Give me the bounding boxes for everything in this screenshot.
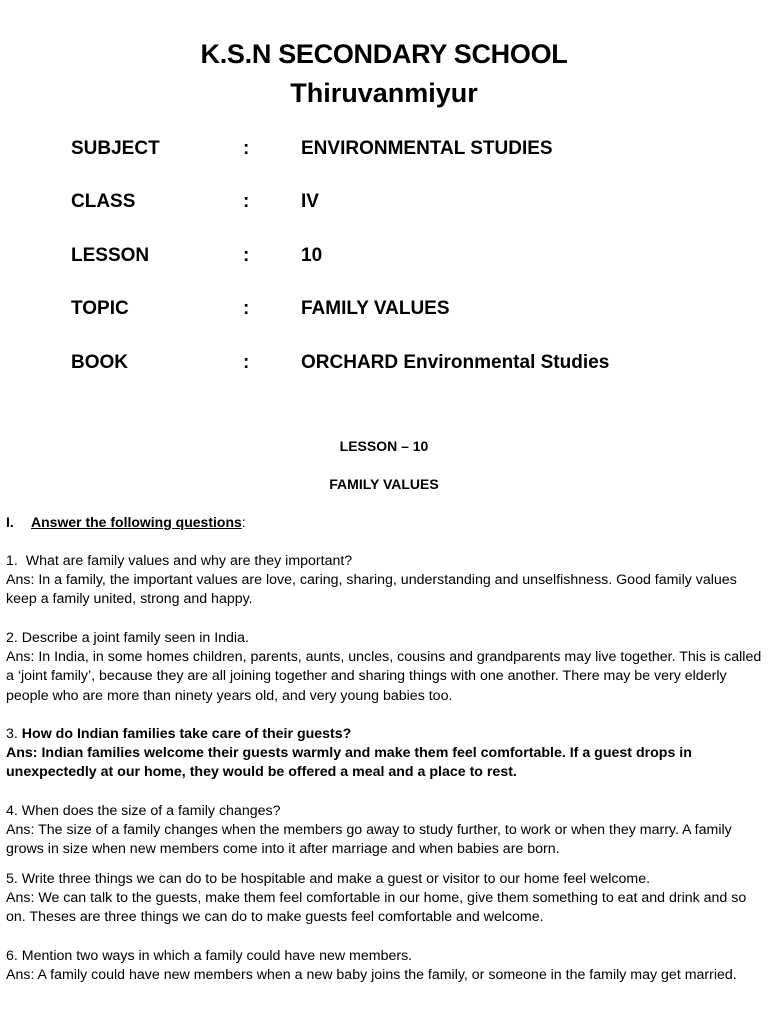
info-row-book: [0, 349, 768, 377]
question-text: When does the size of a family changes?: [21, 803, 281, 819]
info-separator: :: [243, 191, 250, 212]
question-text: How do Indian families take care of their guests?: [21, 726, 352, 742]
info-row-topic: [0, 295, 768, 323]
info-separator: :: [243, 352, 250, 373]
section-heading: [6, 513, 246, 532]
info-row-subject: [0, 135, 768, 163]
section-number: I.: [6, 514, 14, 530]
info-separator: :: [243, 138, 250, 159]
info-row-class: [0, 188, 768, 216]
question-block-4: [6, 802, 762, 860]
answer-text: Ans: In India, in some homes children, parents, aunts, uncles, cousins and grandparents may live together. This is called a ‘joint family’, because they are all joining together and sharing things with one another. There may be very elderly people who are more than ninety years old, and very young babies too.: [6, 649, 762, 704]
question-text: Write three things we can do to be hospitable and make a guest or visitor to our home feel welcome.: [21, 871, 651, 887]
info-label: CLASS: [71, 191, 136, 212]
question-number: 1.: [6, 553, 18, 569]
info-label: SUBJECT: [71, 138, 160, 159]
info-label: TOPIC: [71, 298, 129, 319]
answer-text: Ans: Indian families welcome their guests warmly and make them feel comfortable. If a guest drops in unexpectedly at our home, they would be offered a meal and a place to rest.: [6, 745, 692, 781]
info-value: 10: [301, 245, 323, 266]
question-block-5: [6, 870, 762, 928]
question-number: 3.: [6, 726, 18, 742]
info-value: IV: [301, 191, 319, 212]
section-title: Answer the following questions: [31, 514, 242, 530]
info-value: ENVIRONMENTAL STUDIES: [301, 138, 553, 159]
answer-text: Ans: In a family, the important values are love, caring, sharing, understanding and unselfishness. Good family values keep a family united, strong and happy.: [6, 572, 737, 608]
info-separator: :: [243, 298, 250, 319]
question-text: Describe a joint family seen in India.: [21, 630, 249, 646]
question-block-1: [6, 552, 762, 610]
school-location: Thiruvanmiyur: [290, 78, 478, 108]
info-separator: :: [243, 245, 250, 266]
info-row-lesson: [0, 242, 768, 270]
question-text: Mention two ways in which a family could have new members.: [21, 948, 413, 964]
info-value: ORCHARD Environmental Studies: [301, 352, 610, 373]
answer-text: Ans: A family could have new members when a new baby joins the family, or someone in the family may get married.: [6, 967, 737, 984]
question-block-2: [6, 629, 762, 706]
question-number: 4.: [6, 803, 18, 819]
info-label: LESSON: [71, 245, 150, 266]
info-label: BOOK: [71, 352, 128, 373]
answer-text: Ans: We can talk to the guests, make them feel comfortable in our home, give them something to eat and drink and so on. Theses are three things we can do to make guests feel comfortable and welcome.: [6, 890, 747, 926]
question-text: What are family values and why are they important?: [25, 553, 353, 569]
topic-heading: FAMILY VALUES: [329, 476, 439, 492]
question-number: 6.: [6, 948, 18, 964]
info-value: FAMILY VALUES: [301, 298, 450, 319]
question-number: 5.: [6, 871, 18, 887]
section-colon: :: [241, 514, 246, 530]
question-block-3: [6, 725, 762, 783]
lesson-heading: LESSON – 10: [339, 438, 429, 454]
school-name: K.S.N SECONDARY SCHOOL: [200, 39, 568, 69]
question-block-6: [6, 947, 762, 985]
answer-text: Ans: The size of a family changes when the members go away to study further, to work or when they marry. A family grows in size when new members come into it after marriage and when babies are born.: [6, 822, 732, 858]
question-number: 2.: [6, 630, 18, 646]
